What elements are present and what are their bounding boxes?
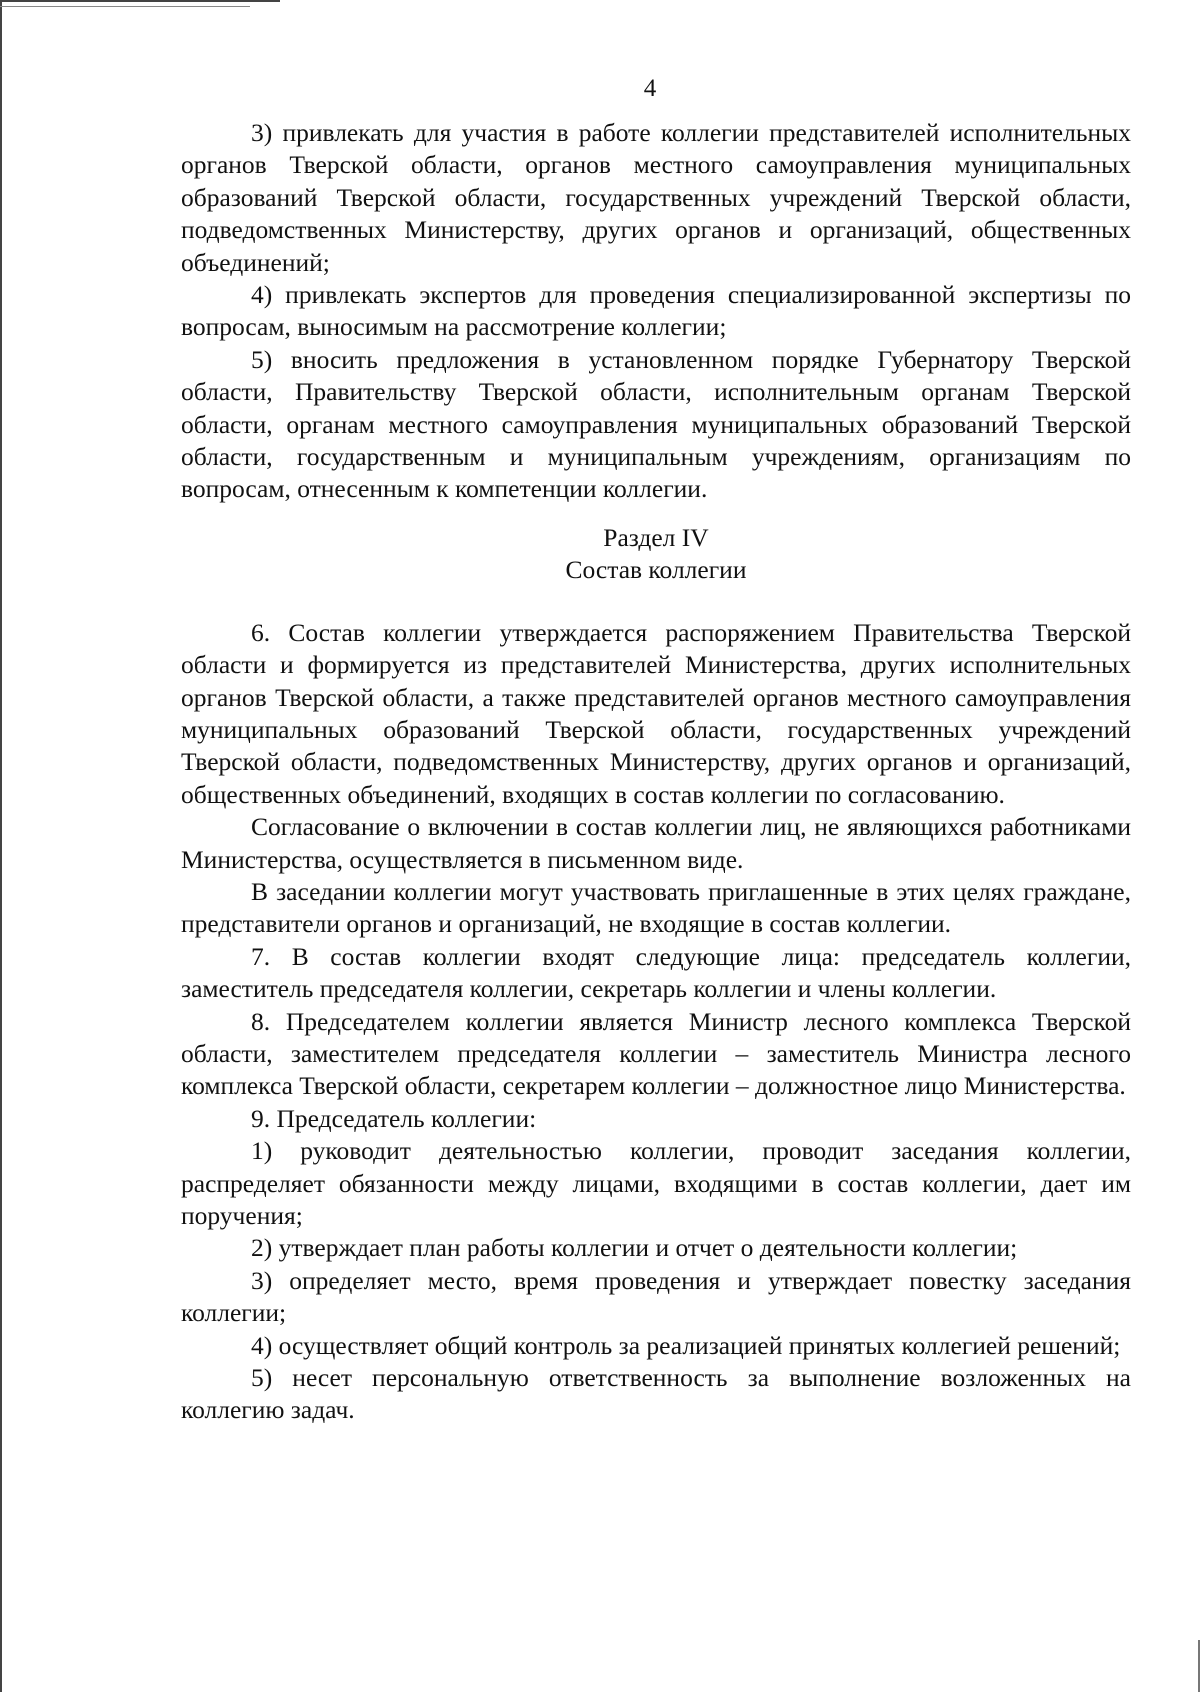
paragraph-8-chairman: 8. Председателем коллегии является Министр лесного комплекса Тверской области, заместителем председателя коллегии – заместитель Министра лесного комплекса Тверской области, секретарем коллегии – должностное лицо Министерства. (181, 1006, 1131, 1101)
scan-border-left (0, 0, 2, 1692)
section-title: Состав коллегии (565, 555, 747, 585)
paragraph-approval-in-writing: Согласование о включении в состав коллегии лиц, не являющихся работниками Министерства, осуществляется в письменном виде. (181, 812, 1131, 874)
section-number: Раздел IV (603, 522, 709, 552)
paragraph-invited-participants: В заседании коллегии могут участвовать приглашенные в этих целях граждане, представители органов и организаций, не входящие в состав коллегии. (181, 876, 1131, 939)
paragraph-4-involve-experts: 4) привлекать экспертов для проведения специализированной экспертизы по вопросам, выносимым на рассмотрение коллегии; (181, 280, 1131, 342)
paragraph-5-submit-proposals: 5) вносить предложения в установленном порядке Губернатору Тверской области, Правительству Тверской области, исполнительным органам Тверской области, органам местного самоуправления муниципальных образований Тверской области, государственным и муниципальным учреждениям, организациям по вопросам, отнесенным к компетенции коллегии. (181, 344, 1131, 504)
scan-border-top (0, 0, 280, 2)
paragraph-3-involve-representatives: 3) привлекать для участия в работе коллегии представителей исполнительных органов Тверской области, органов местного самоуправления муниципальных образований Тверской области, государственных учреждений Тверской области, подведомственных Министерству, других органов и организаций, общественных объединений; (181, 118, 1131, 277)
duty-1-manages: 1) руководит деятельностью коллегии, проводит заседания коллегии, распределяет обязанности между лицами, входящими в состав коллегии, дает им поручения; (181, 1136, 1131, 1230)
duty-4-control: 4) осуществляет общий контроль за реализацией принятых коллегией решений; (251, 1330, 1121, 1360)
section-heading (181, 522, 1131, 587)
duty-5-responsibility: 5) несет персональную ответственность за выполнение возложенных на коллегию задач. (181, 1363, 1131, 1425)
page-number: 4 (643, 75, 657, 102)
duty-3-defines-place-time: 3) определяет место, время проведения и утверждает повестку заседания коллегии; (181, 1265, 1131, 1328)
paragraph-6-composition: 6. Состав коллегии утверждается распоряжением Правительства Тверской области и формируется из представителей Министерства, других исполнительных органов Тверской области, а также представителей органов местного самоуправления муниципальных образований Тверской области, государственных учреждений Тверской области, подведомственных Министерству, других органов и организаций, общественных объединений, входящих в состав коллегии по согласованию. (181, 617, 1131, 809)
duty-2-approves-plan: 2) утверждает план работы коллегии и отчет о деятельности коллегии; (251, 1233, 1018, 1263)
scan-border-top-secondary (0, 6, 250, 7)
paragraph-9-chairman-duties: 9. Председатель коллегии: (251, 1103, 537, 1133)
paragraph-7-members: 7. В состав коллегии входят следующие лица: председатель коллегии, заместитель председателя коллегии, секретарь коллегии и члены коллегии. (181, 941, 1131, 1004)
section-spacer (181, 587, 1131, 617)
document-body (181, 117, 1131, 1427)
